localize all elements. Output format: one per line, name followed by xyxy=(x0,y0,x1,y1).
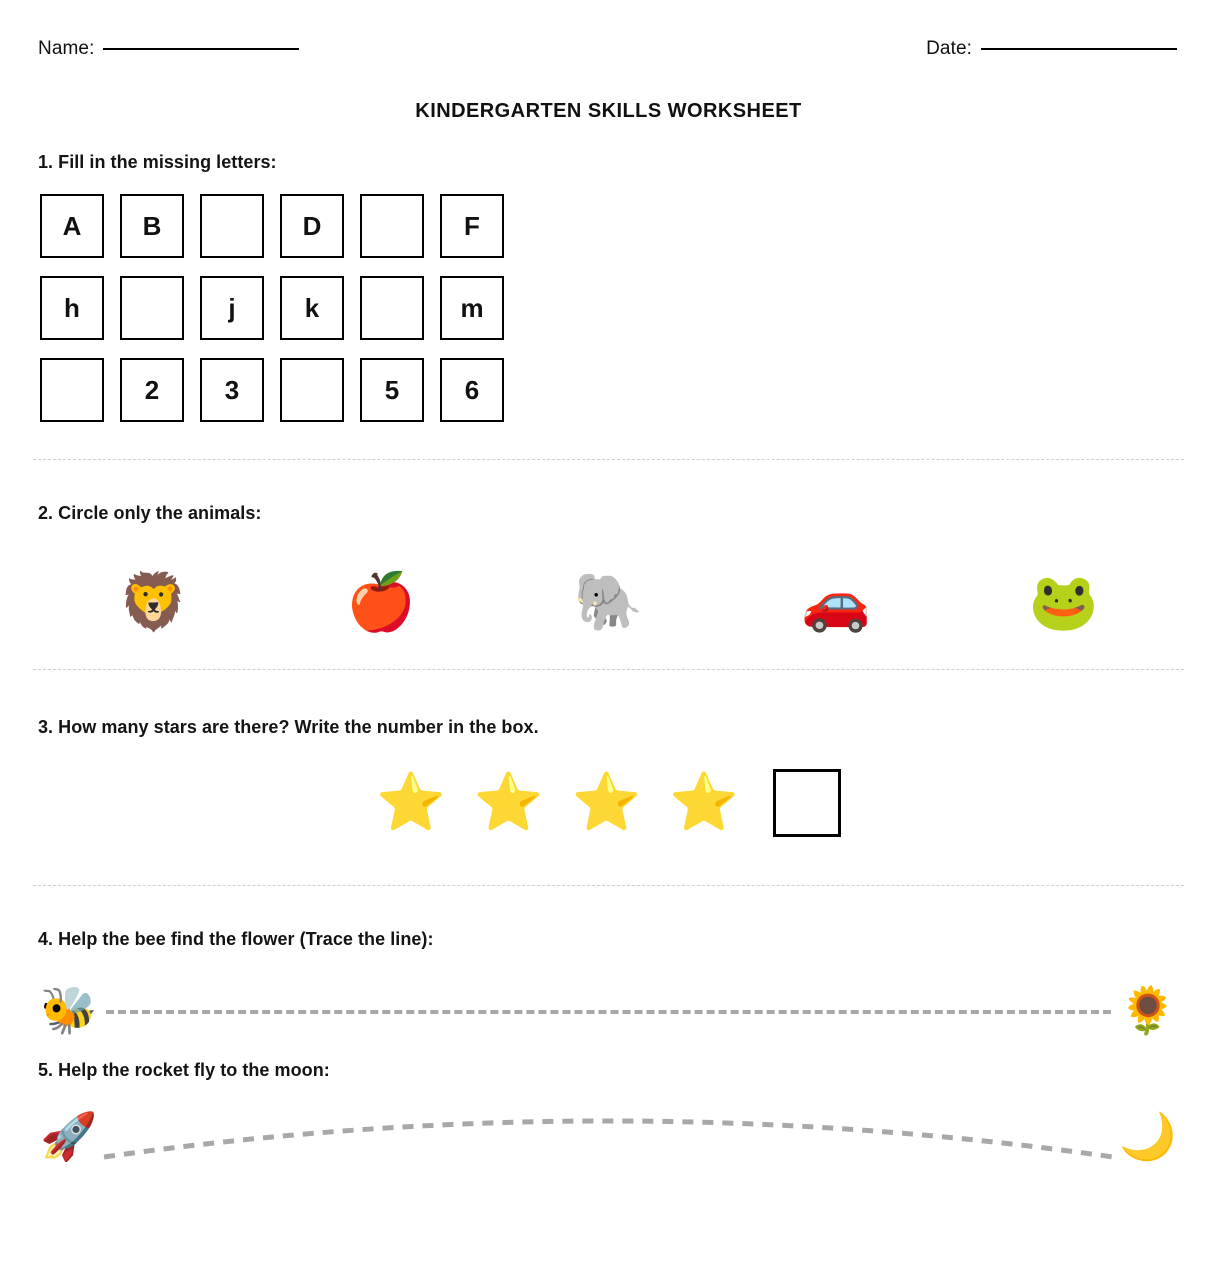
question-2-heading: 2. Circle only the animals: xyxy=(38,503,262,523)
rocket-to-moon-trace-row xyxy=(38,1100,1179,1172)
date-label: Date: xyxy=(926,38,972,59)
letter-cell[interactable]: F xyxy=(440,194,504,258)
question-1-heading: 1. Fill in the missing letters: xyxy=(38,152,277,172)
dashed-curve xyxy=(104,1121,1113,1157)
question-5-heading: 5. Help the rocket fly to the moon: xyxy=(38,1060,330,1080)
name-field[interactable] xyxy=(38,38,299,60)
star-count-row xyxy=(0,766,1217,840)
number-cell[interactable]: 6 xyxy=(440,358,504,422)
letter-cell[interactable]: h xyxy=(40,276,104,340)
lion-face-emoji[interactable]: 🦁 xyxy=(118,570,189,635)
letter-cell[interactable]: k xyxy=(280,276,344,340)
frog-face-emoji[interactable]: 🐸 xyxy=(1028,570,1099,635)
number-cell-blank[interactable] xyxy=(280,358,344,422)
letter-cell[interactable]: m xyxy=(440,276,504,340)
star-emoji: ⭐ xyxy=(669,770,739,835)
letter-grid-row xyxy=(40,276,504,340)
curved-trace-path[interactable] xyxy=(100,1101,1117,1171)
section-divider xyxy=(33,669,1184,670)
red-apple-emoji[interactable]: 🍎 xyxy=(346,570,416,635)
curve-svg xyxy=(100,1101,1117,1171)
number-grid-row xyxy=(40,358,504,422)
name-write-line[interactable] xyxy=(103,48,299,50)
date-field[interactable] xyxy=(926,38,1177,60)
circle-animals-row xyxy=(40,566,1177,640)
letter-cell[interactable]: D xyxy=(280,194,344,258)
bee-to-flower-trace-row xyxy=(38,984,1179,1036)
question-4-heading: 4. Help the bee find the flower (Trace the line): xyxy=(38,929,434,949)
crescent-moon-emoji: 🌙 xyxy=(1119,1109,1177,1163)
letter-cell-blank[interactable] xyxy=(200,194,264,258)
letter-cell-blank[interactable] xyxy=(360,276,424,340)
section-divider xyxy=(33,459,1184,460)
letter-cell[interactable]: B xyxy=(120,194,184,258)
letter-grid-row xyxy=(40,194,504,258)
star-answer-box[interactable] xyxy=(773,769,841,837)
letter-cell-blank[interactable] xyxy=(360,194,424,258)
letter-cell[interactable]: A xyxy=(40,194,104,258)
page-title: KINDERGARTEN SKILLS WORKSHEET xyxy=(415,100,802,122)
number-cell-blank[interactable] xyxy=(40,358,104,422)
rocket-emoji: 🚀 xyxy=(40,1109,98,1163)
dashed-line xyxy=(106,1010,1111,1014)
number-cell[interactable]: 5 xyxy=(360,358,424,422)
name-label: Name: xyxy=(38,38,95,59)
section-divider xyxy=(33,885,1184,886)
elephant-emoji[interactable]: 🐘 xyxy=(573,570,644,635)
number-cell[interactable]: 3 xyxy=(200,358,264,422)
header xyxy=(38,38,1177,68)
date-write-line[interactable] xyxy=(981,48,1177,50)
sunflower-emoji: 🌻 xyxy=(1119,983,1177,1037)
letter-grid xyxy=(40,194,504,422)
straight-trace-path[interactable] xyxy=(100,988,1117,1032)
number-cell[interactable]: 2 xyxy=(120,358,184,422)
star-emoji: ⭐ xyxy=(571,770,642,835)
letter-cell-blank[interactable] xyxy=(120,276,184,340)
bee-emoji: 🐝 xyxy=(40,983,98,1037)
star-emoji: ⭐ xyxy=(473,770,544,835)
car-emoji[interactable]: 🚗 xyxy=(801,570,871,635)
star-emoji: ⭐ xyxy=(376,770,446,835)
question-3-heading: 3. How many stars are there? Write the number in the box. xyxy=(38,717,539,737)
letter-cell[interactable]: j xyxy=(200,276,264,340)
